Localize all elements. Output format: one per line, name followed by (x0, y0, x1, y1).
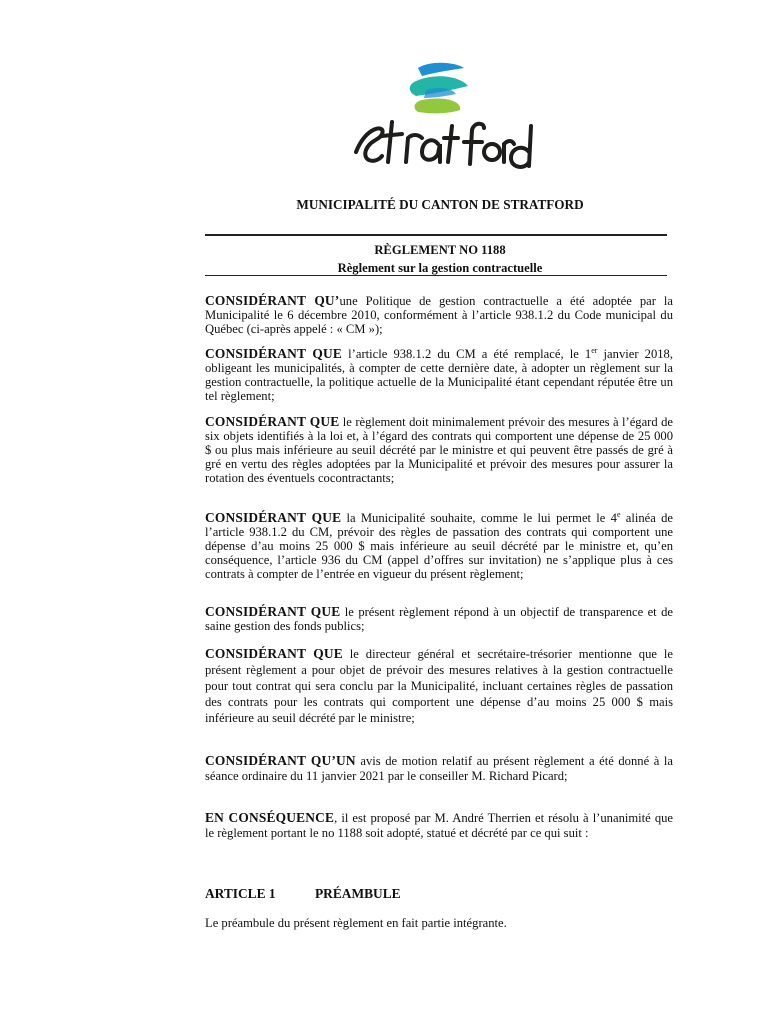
paragraph-lead: CONSIDÉRANT QUE (205, 414, 340, 429)
paragraph-text-cont: alinéa de l’article 938.1.2 du CM, prévoir des règles de passation des contrats qui comportent une dépense d’au moins 25 000 $ mais inférieure au seuil décrété par le ministre et, qu’en conséquence, l’article 936 du CM (appel d’offres sur invitation) ne s’applique plus à ces contrats à compter de l’entrée en vigueur du présent règlement; (205, 511, 673, 581)
logo-letter-d (505, 122, 545, 172)
considerant-paragraph-2 (205, 347, 673, 403)
logo-swirl-green (415, 98, 461, 113)
header-rule-top (205, 234, 667, 236)
regulation-title: Règlement sur la gestion contractuelle (337, 261, 543, 275)
paragraph-text-cont: janvier 2018, obligeant les municipalités, à compter de cette dernière date, à adopter un règlement sur la gestion contractuelle, la politique actuelle de la Municipalité étant cependant réputée être un tel règlement; (205, 347, 673, 403)
regulation-number: RÈGLEMENT NO 1188 (374, 243, 506, 257)
paragraph-lead: CONSIDÉRANT QUE (205, 346, 343, 361)
paragraph-text: le directeur général et secrétaire-trésorier mentionne que le présent règlement a pour objet de prévoir des mesures relatives à la gestion contractuelle pour tout contrat qui sera conclu par la Municipalité, incluant certaines règles de passation des contrats pour les contrats qui comportent une dépense d’au moins 25 000 $ mais inférieure au seuil décrété par le ministre; (205, 647, 673, 725)
considerant-paragraph-1 (205, 294, 673, 336)
paragraph-text: la Municipalité souhaite, comme le lui permet le 4 (341, 511, 617, 525)
considerant-paragraph-3 (205, 415, 673, 485)
article-title: PRÉAMBULE (315, 886, 401, 901)
paragraph-text: avis de motion relatif au présent règlement a été donné à la séance ordinaire du 11 janvier 2021 par le conseiller M. Richard Picard; (205, 754, 674, 783)
considerant-paragraph-7 (205, 753, 673, 784)
paragraph-lead: CONSIDÉRANT QUE (205, 604, 341, 619)
paragraph-lead: CONSIDÉRANT QUE (205, 510, 342, 525)
logo-swirl-blue (418, 63, 464, 76)
paragraph-text: le règlement doit minimalement prévoir des mesures à l’égard de six objets identifiés à la loi et, à l’égard des contrats qui comportent une dépense de 25 000 $ ou plus mais inférieure au seuil décrété par le ministre et qui peuvent être passés de gré à gré en vertu des règles adoptées par la Municipalité et prévoir des mesures pour assurer la rotation des éventuels cocontractants; (205, 415, 673, 485)
paragraph-lead: CONSIDÉRANT QUE (205, 646, 343, 661)
superscript: er (591, 346, 598, 355)
considerant-paragraph-4 (205, 511, 673, 581)
article-number: ARTICLE 1 (205, 886, 276, 901)
header-rule-bottom (205, 275, 667, 276)
paragraph-text: l’article 938.1.2 du CM a été remplacé, le 1 (342, 347, 592, 361)
consequence-paragraph (205, 810, 673, 841)
article-heading (205, 886, 401, 902)
paragraph-text: une Politique de gestion contractuelle a été adoptée par la Municipalité le 6 décembre 2010, conformément à l’article 938.1.2 du Code municipal du Québec (ci-après appelé : « CM »); (205, 294, 674, 336)
considerant-paragraph-6 (205, 646, 673, 726)
stratford-logo (352, 60, 524, 170)
paragraph-lead: CONSIDÉRANT QU’UN (205, 753, 356, 768)
article-text: Le préambule du présent règlement en fait partie intégrante. (205, 916, 507, 930)
paragraph-lead: EN CONSÉQUENCE (205, 810, 335, 825)
superscript: e (616, 510, 621, 519)
municipality-title: MUNICIPALITÉ DU CANTON DE STRATFORD (296, 197, 584, 212)
paragraph-text: le présent règlement répond à un objectif de transparence et de saine gestion des fonds publics; (205, 605, 674, 633)
paragraph-lead: CONSIDÉRANT QU’ (205, 293, 340, 308)
paragraph-text: , il est proposé par M. André Therrien et résolu à l’unanimité que le règlement portant le no 1188 soit adopté, statué et décrété par ce qui suit : (205, 811, 673, 840)
considerant-paragraph-5 (205, 605, 673, 633)
